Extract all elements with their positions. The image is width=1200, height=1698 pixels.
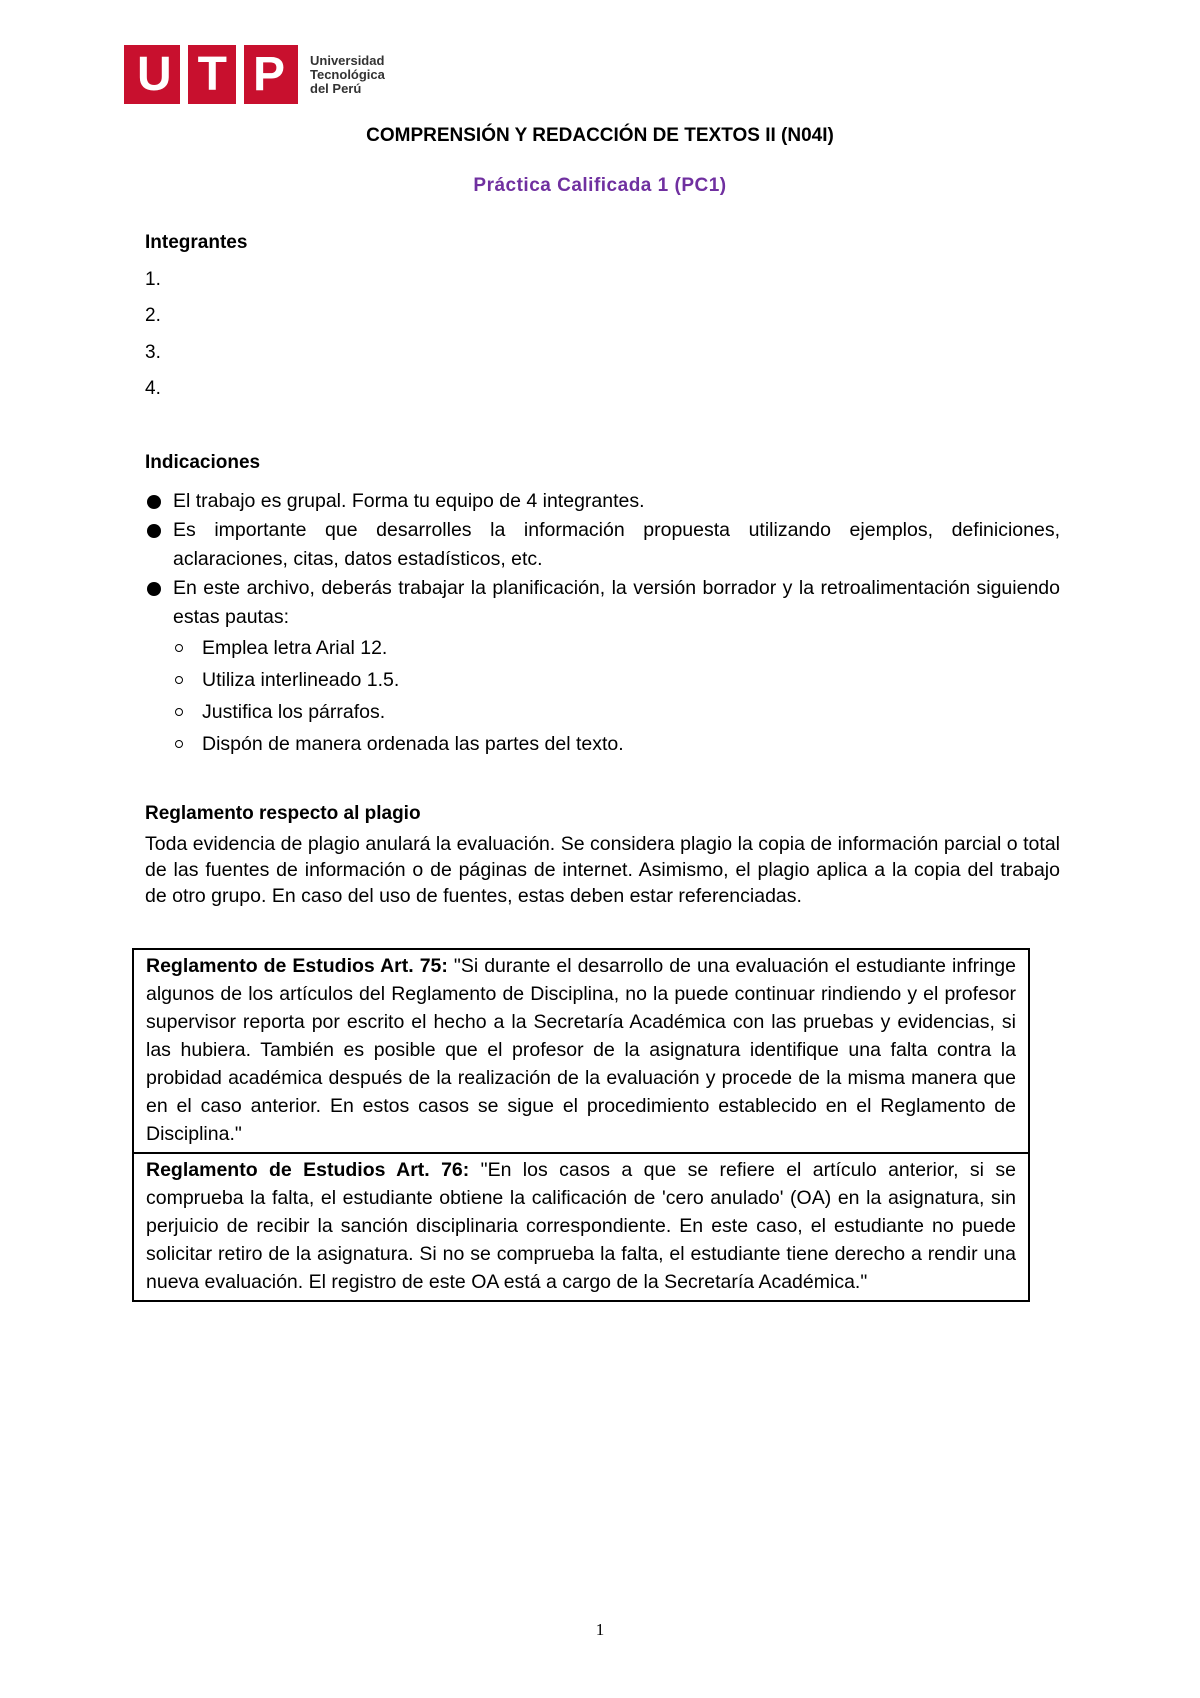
- bullet-dot-icon: [147, 495, 161, 509]
- sub-bullet-text: Justifica los párrafos.: [202, 701, 386, 723]
- integrante-item: 1.: [145, 269, 161, 290]
- bullet-text: En este archivo, deberás trabajar la planificación, la versión borrador y la retroalimentación siguiendo estas pautas:: [173, 577, 1060, 628]
- list-item: [145, 516, 1060, 574]
- reglamento-label: Reglamento de Estudios Art. 75:: [146, 955, 448, 977]
- bullet-circle-icon: [175, 676, 183, 684]
- reglamento-text: "En los casos a que se refiere el artículo anterior, si se comprueba la falta, el estudiante obtiene la calificación de 'cero anulado' (OA) en la asignatura, sin perjuicio de recibir la sanción disciplinaria correspondiente. En este caso, el estudiante no puede solicitar retiro de la asignatura. Si no se comprueba la falta, el estudiante tiene derecho a rendir una nueva evaluación. El registro de este OA está a cargo de la Secretaría Académica.": [146, 1159, 1016, 1293]
- bullet-text: El trabajo es grupal. Forma tu equipo de 4 integrantes.: [173, 490, 645, 512]
- bullet-circle-icon: [175, 708, 183, 716]
- logo-line: Universidad: [310, 52, 385, 68]
- list-item: [145, 487, 1060, 516]
- reglamento-text: "Si durante el desarrollo de una evaluación el estudiante infringe algunos de los artículos del Reglamento de Disciplina, no la puede continuar rindiendo y el profesor supervisor reporta por escrito el hecho a la Secretaría Académica con las pruebas y evidencias, si las hubiera. También es posible que el profesor de la asignatura identifique una falta contra la probidad académica después de la realización de la evaluación y procede de la misma manera que en el caso anterior. En estos casos se sigue el procedimiento establecido en el Reglamento de Disciplina.": [146, 955, 1016, 1145]
- document-subtitle: Práctica Calificada 1 (PC1): [473, 175, 727, 196]
- plagio-heading: Reglamento respecto al plagio: [145, 803, 421, 824]
- sub-bullet-text: Utiliza interlineado 1.5.: [202, 669, 400, 691]
- logo-letter-u: U: [136, 47, 172, 101]
- indicaciones-heading: Indicaciones: [145, 452, 261, 473]
- sub-bullet-text: Dispón de manera ordenada las partes del texto.: [202, 733, 624, 755]
- indicaciones-list: [145, 487, 1060, 760]
- logo-letter-t: T: [197, 47, 227, 101]
- logo-separator: [236, 45, 244, 104]
- reglamento-row: [134, 1152, 1028, 1300]
- list-item: [145, 574, 1060, 632]
- plagio-paragraph: Toda evidencia de plagio anulará la evaluación. Se considera plagio la copia de información parcial o total de las fuentes de información o de páginas de internet. Asimismo, el plagio aplica a la copia del trabajo de otro grupo. En caso del uso de fuentes, estas deben estar referenciadas.: [145, 833, 1060, 907]
- logo-separator: [180, 45, 188, 104]
- utp-logo: [124, 45, 385, 104]
- bullet-text: Es importante que desarrolles la información propuesta utilizando ejemplos, definiciones, aclaraciones, citas, datos estadísticos, etc.: [173, 519, 1060, 570]
- logo-letter-p: P: [252, 47, 285, 101]
- reglamento-table: [132, 948, 1030, 1302]
- sub-list-item: [145, 664, 1060, 696]
- bullet-circle-icon: [175, 644, 183, 652]
- integrante-item: 2.: [145, 305, 161, 326]
- page-number: 1: [595, 1620, 605, 1639]
- document-title: COMPRENSIÓN Y REDACCIÓN DE TEXTOS II (N04I): [366, 125, 834, 146]
- bullet-dot-icon: [147, 524, 161, 538]
- sub-list-item: [145, 728, 1060, 760]
- logo-line: del Perú: [310, 80, 362, 96]
- integrantes-heading: Integrantes: [145, 232, 248, 253]
- integrante-item: 4.: [145, 378, 161, 399]
- bullet-circle-icon: [175, 740, 183, 748]
- logo-wordmark: [310, 54, 385, 96]
- logo-line: Tecnológica: [310, 66, 385, 82]
- sub-bullet-text: Emplea letra Arial 12.: [202, 637, 388, 659]
- reglamento-label: Reglamento de Estudios Art. 76:: [146, 1159, 470, 1181]
- sub-list-item: [145, 632, 1060, 664]
- reglamento-row: [134, 950, 1028, 1152]
- integrante-item: 3.: [145, 342, 161, 363]
- bullet-dot-icon: [147, 582, 161, 596]
- sub-list-item: [145, 696, 1060, 728]
- utp-logo-mark: [124, 45, 298, 104]
